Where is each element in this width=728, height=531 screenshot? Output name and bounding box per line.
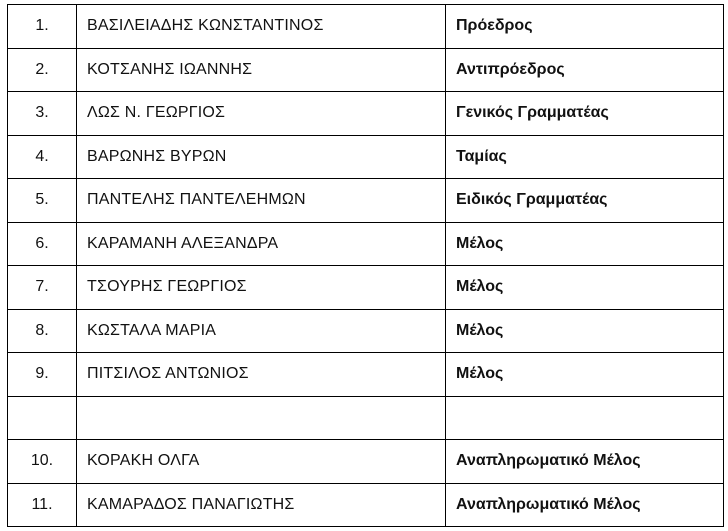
member-name: ΛΩΣ Ν. ΓΕΩΡΓΙΟΣ bbox=[77, 92, 446, 136]
row-number: 8. bbox=[8, 309, 77, 353]
table-row bbox=[8, 222, 724, 266]
empty-row bbox=[8, 396, 724, 440]
member-name: ΠΙΤΣΙΛΟΣ ΑΝΤΩΝΙΟΣ bbox=[77, 353, 446, 397]
member-name: ΚΑΡΑΜΑΝΗ ΑΛΕΞΑΝΔΡΑ bbox=[77, 222, 446, 266]
member-name: ΒΑΣΙΛΕΙΑΔΗΣ ΚΩΝΣΤΑΝΤΙΝΟΣ bbox=[77, 5, 446, 49]
member-role: Αναπληρωματικό Μέλος bbox=[446, 483, 724, 527]
empty-cell bbox=[77, 396, 446, 440]
member-role: Γενικός Γραμματέας bbox=[446, 92, 724, 136]
table-row bbox=[8, 92, 724, 136]
table-row bbox=[8, 353, 724, 397]
member-name: ΠΑΝΤΕΛΗΣ ΠΑΝΤΕΛΕΗΜΩΝ bbox=[77, 179, 446, 223]
empty-cell bbox=[8, 396, 77, 440]
member-role: Μέλος bbox=[446, 266, 724, 310]
member-role: Ταμίας bbox=[446, 135, 724, 179]
member-role: Μέλος bbox=[446, 222, 724, 266]
member-role: Ειδικός Γραμματέας bbox=[446, 179, 724, 223]
member-role: Πρόεδρος bbox=[446, 5, 724, 49]
row-number: 5. bbox=[8, 179, 77, 223]
member-name: ΚΟΡΑΚΗ ΟΛΓΑ bbox=[77, 440, 446, 484]
member-name: ΚΩΣΤΑΛΑ ΜΑΡΙΑ bbox=[77, 309, 446, 353]
table-row bbox=[8, 135, 724, 179]
table-row bbox=[8, 48, 724, 92]
member-role: Μέλος bbox=[446, 309, 724, 353]
row-number: 4. bbox=[8, 135, 77, 179]
row-number: 10. bbox=[8, 440, 77, 484]
empty-cell bbox=[446, 396, 724, 440]
member-name: ΤΣΟΥΡΗΣ ΓΕΩΡΓΙΟΣ bbox=[77, 266, 446, 310]
board-members-table bbox=[7, 4, 724, 527]
member-name: ΒΑΡΩΝΗΣ ΒΥΡΩΝ bbox=[77, 135, 446, 179]
table-row bbox=[8, 440, 724, 484]
row-number: 7. bbox=[8, 266, 77, 310]
member-name: ΚΑΜΑΡΑΔΟΣ ΠΑΝΑΓΙΩΤΗΣ bbox=[77, 483, 446, 527]
row-number: 11. bbox=[8, 483, 77, 527]
table-row bbox=[8, 309, 724, 353]
row-number: 2. bbox=[8, 48, 77, 92]
table-row bbox=[8, 266, 724, 310]
member-role: Αντιπρόεδρος bbox=[446, 48, 724, 92]
table-row bbox=[8, 483, 724, 527]
member-role: Αναπληρωματικό Μέλος bbox=[446, 440, 724, 484]
row-number: 3. bbox=[8, 92, 77, 136]
member-name: ΚΟΤΣΑΝΗΣ ΙΩΑΝΝΗΣ bbox=[77, 48, 446, 92]
row-number: 1. bbox=[8, 5, 77, 49]
table-row bbox=[8, 5, 724, 49]
member-role: Μέλος bbox=[446, 353, 724, 397]
table-row bbox=[8, 179, 724, 223]
row-number: 9. bbox=[8, 353, 77, 397]
row-number: 6. bbox=[8, 222, 77, 266]
